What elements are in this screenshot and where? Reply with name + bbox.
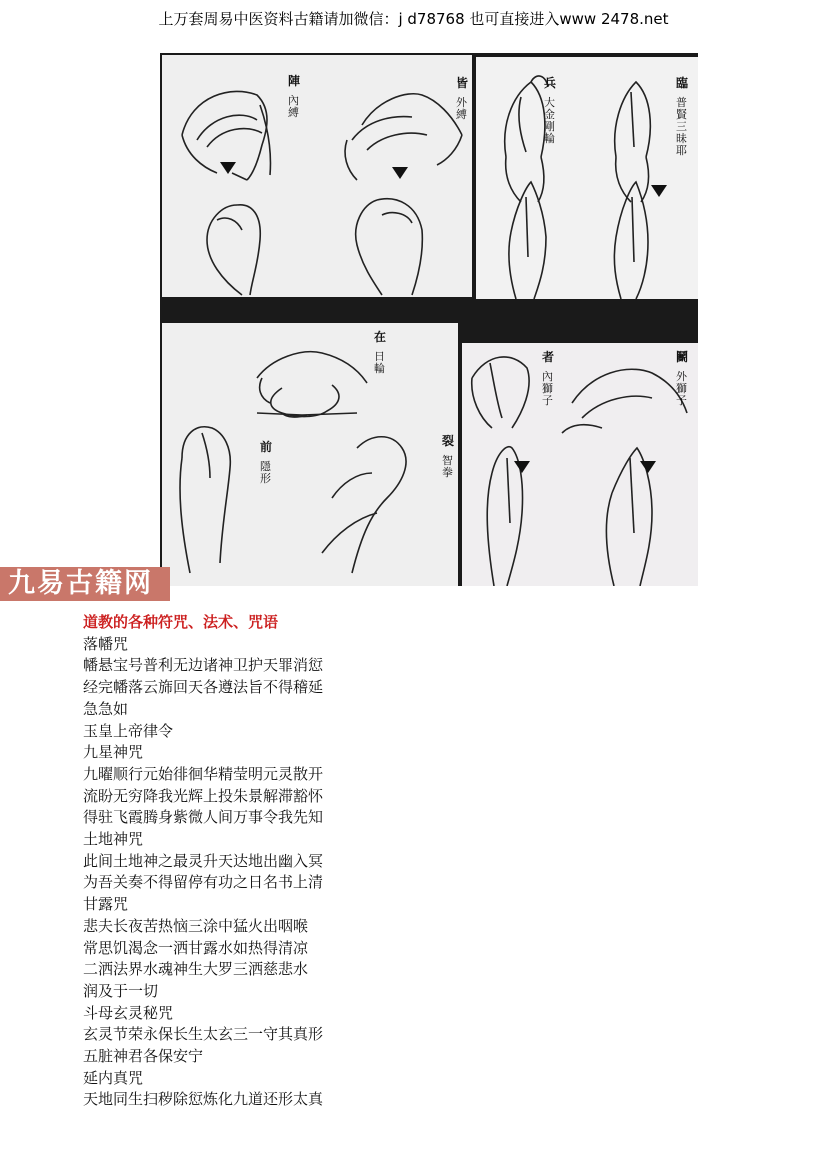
caption-zhe: 者 內獅子 xyxy=(542,350,555,407)
text-line: 天地同生扫秽除愆炼化九道还形太真 xyxy=(83,1090,324,1109)
text-line: 落幡咒 xyxy=(83,634,129,653)
caption-qian: 前 隱形 xyxy=(260,440,273,485)
caption-dou: 鬭 外獅子 xyxy=(676,350,689,407)
caption-zai: 在 日輪 xyxy=(374,330,387,375)
hand-drawings xyxy=(162,323,458,586)
mudra-panel-bottom-left xyxy=(162,323,458,586)
down-arrow-icon xyxy=(651,185,667,197)
document-body xyxy=(83,612,403,1111)
down-arrow-icon xyxy=(640,461,656,473)
down-arrow-icon xyxy=(514,461,530,473)
text-line: 九曜顺行元始徘徊华精莹明元灵散开 xyxy=(83,764,324,783)
down-arrow-icon xyxy=(392,167,408,179)
down-arrow-icon xyxy=(220,162,236,174)
text-line: 二洒法界水魂神生大罗三洒慈悲水 xyxy=(83,960,309,979)
text-line: 土地神咒 xyxy=(83,830,144,849)
text-line: 为吾关奏不得留停有功之日名书上清 xyxy=(83,873,324,892)
text-line: 此间土地神之最灵升天达地出幽入冥 xyxy=(83,851,324,870)
mudra-panel-top-right xyxy=(476,57,698,299)
hand-drawings xyxy=(162,55,472,297)
hand-drawings xyxy=(476,57,698,299)
text-line: 玉皇上帝律令 xyxy=(83,721,174,740)
section-title: 道教的各种符咒、法术、咒语 xyxy=(83,613,279,631)
text-line: 常思饥渴念一洒甘露水如热得清凉 xyxy=(83,938,309,957)
caption-jie: 皆 外縛 xyxy=(456,76,469,121)
caption-lin: 臨 普賢三昧耶 xyxy=(676,76,689,157)
text-line: 经完幡落云旆回天各遵法旨不得稽延 xyxy=(83,678,324,697)
caption-bing: 兵 大金剛輪 xyxy=(544,76,557,145)
caption-zhen: 陣 內縛 xyxy=(288,74,301,119)
caption-lie: 裂 智拳 xyxy=(442,434,455,479)
text-line: 幡悬宝号普利无边诸神卫护天罪消愆 xyxy=(83,656,324,675)
page-header: 上万套周易中医资料古籍请加微信：j d78768 也可直接进入www 2478.net xyxy=(158,10,669,28)
text-line: 延内真咒 xyxy=(83,1068,144,1087)
text-line: 得驻飞霞腾身紫微人间万事令我先知 xyxy=(83,808,324,827)
text-line: 九星神咒 xyxy=(83,743,144,762)
text-line: 玄灵节荣永保长生太玄三一守其真形 xyxy=(83,1025,324,1044)
site-logo: 九易古籍网 xyxy=(0,567,170,601)
hand-drawings xyxy=(462,343,698,586)
text-line: 甘露咒 xyxy=(83,895,129,914)
text-line: 斗母玄灵秘咒 xyxy=(83,1003,174,1022)
text-line: 流盼无穷降我光辉上投朱景解滞豁怀 xyxy=(83,786,324,805)
mudra-panel-bottom-right xyxy=(462,343,698,586)
text-line: 润及于一切 xyxy=(83,981,159,1000)
mudra-illustration xyxy=(160,53,698,586)
text-line: 悲夫长夜苦热恼三涂中猛火出咽喉 xyxy=(83,916,309,935)
mudra-panel-top-left xyxy=(162,55,472,297)
text-line: 五脏神君各保安宁 xyxy=(83,1047,204,1066)
text-line: 急急如 xyxy=(83,699,129,718)
